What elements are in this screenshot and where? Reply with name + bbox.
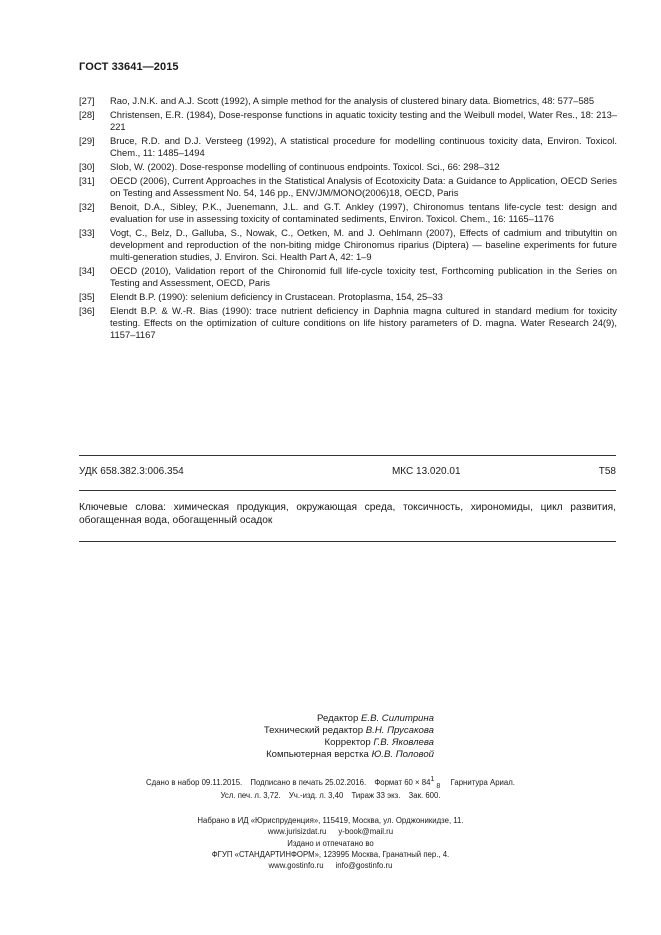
reference-number: [28]: [79, 109, 95, 120]
reference-list: [79, 95, 617, 343]
staff-role: Корректор: [324, 737, 371, 748]
reference-number: [29]: [79, 135, 95, 146]
divider-bottom: [79, 541, 616, 542]
reference-item: [79, 227, 617, 263]
typeset-website: www.jurisizdat.ru: [267, 827, 327, 837]
reference-number: [32]: [79, 201, 95, 212]
staff-line: [200, 737, 434, 749]
staff-line: [200, 749, 434, 761]
reference-item: [79, 135, 617, 159]
staff-name: Ю.В. Половой: [371, 749, 434, 760]
order-number: Зак. 600.: [408, 791, 441, 800]
staff-role: Компьютерная верстка: [266, 749, 369, 760]
reference-number: [27]: [79, 95, 95, 106]
reference-text: Benoit, D.A., Sibley, P.K., Juenemann, J.L. and G.T. Ankley (1997), Chironomus tentans life-cycle test: design and evaluation for use in assessing toxicity of contaminated sediments, Environ. Toxicol. Chem., 16: 1165–1176: [110, 201, 617, 224]
publisher-org: ФГУП «СТАНДАРТИНФОРМ», 123995 Москва, Гранатный пер., 4.: [211, 849, 450, 859]
divider-middle: [79, 490, 616, 491]
reference-text: Elendt B.P. (1990): selenium deficiency in Crustacean. Protoplasma, 154, 25–33: [110, 291, 443, 302]
publisher-sheets: Уч.-изд. л. 3,40: [288, 791, 344, 800]
reference-item: [79, 305, 617, 341]
publisher-website: www.gostinfo.ru: [268, 861, 324, 871]
print-sheets: Усл. печ. л. 3,72.: [220, 791, 281, 800]
typeset-contacts: [60, 826, 601, 837]
reference-text: Bruce, R.D. and D.J. Versteeg (1992), A statistical procedure for modelling continuous toxicity data, Environ. Toxicol. Chem., 11: 1485–1494: [110, 135, 617, 158]
reference-item: [79, 161, 617, 173]
staff-name: Г.В. Яковлева: [373, 737, 434, 748]
imprint-line-2: [60, 789, 601, 802]
staff-credits: [200, 713, 434, 761]
reference-text: OECD (2006), Current Approaches in the Statistical Analysis of Ecotoxicity Data: a Guidance to Application, OECD Series on Testing and Assessment No. 54, 146 pp., ENV/JM/MONO(2006)18, OECD, Paris: [110, 175, 617, 198]
typeset-email: y-book@mail.ru: [338, 827, 394, 837]
keywords: Ключевые слова: химическая продукция, окружающая среда, токсичность, хирономиды, цикл развития, обогащенная вода, обогащенный осадок: [79, 502, 616, 526]
reference-text: Elendt B.P. & W.-R. Bias (1990): trace nutrient deficiency in Daphnia magna cultured in standard medium for toxicity testing. Effects on the optimization of culture conditions on life history parameters of D. magna. Water Research 24(9), 1157–1167: [110, 305, 617, 340]
publisher-contacts: [60, 860, 601, 871]
paper-format: Формат 60 × 84 1 8: [374, 778, 442, 787]
reference-text: Slob, W. (2002). Dose-response modelling of continuous endpoints. Toxicol. Sci., 66: 298–312: [110, 161, 500, 172]
print-imprint: [60, 776, 601, 802]
publisher-email: info@gostinfo.ru: [335, 861, 393, 871]
reference-text: OECD (2010), Validation report of the Chironomid full life-cycle toxicity test, Forthcoming publication in the Series on Testing and Assessment, OECD, Paris: [110, 265, 617, 288]
reference-number: [35]: [79, 291, 95, 302]
print-run: Тираж 33 экз.: [351, 791, 401, 800]
reference-item: [79, 95, 617, 107]
divider-top: [79, 455, 616, 456]
staff-role: Технический редактор: [263, 725, 364, 736]
mks-code: МКС 13.020.01: [391, 466, 461, 477]
reference-item: [79, 175, 617, 199]
typeset-by: Набрано в ИД «Юриспруденция», 115419, Москва, ул. Орджоникидзе, 11.: [197, 816, 464, 825]
issued-by: Издано и отпечатано во: [287, 838, 374, 848]
reference-number: [31]: [79, 175, 95, 186]
typeface: Гарнитура Ариал.: [450, 778, 515, 787]
reference-number: [33]: [79, 227, 95, 238]
submitted-date: Сдано в набор 09.11.2015.: [146, 778, 243, 787]
classification-row: [79, 466, 616, 477]
reference-text: Rao, J.N.K. and A.J. Scott (1992), A simple method for the analysis of clustered binary data. Biometrics, 48: 577–585: [110, 95, 595, 106]
reference-number: [34]: [79, 265, 95, 276]
staff-role: Редактор: [317, 713, 359, 724]
imprint-line-1: [60, 776, 601, 789]
page-header-standard: ГОСТ 33641—2015: [79, 61, 179, 73]
reference-item: [79, 201, 617, 225]
reference-item: [79, 291, 617, 303]
staff-line: [200, 725, 434, 737]
udk-code: УДК 658.382.3:006.354: [79, 466, 184, 477]
staff-name: Е.В. Силитрина: [361, 713, 434, 724]
signed-date: Подписано в печать 25.02.2016.: [250, 778, 367, 787]
reference-item: [79, 265, 617, 289]
staff-line: [200, 713, 434, 725]
reference-item: [79, 109, 617, 133]
reference-text: Vogt, C., Belz, D., Galluba, S., Nowak, C., Oetken, M. and J. Oehlmann (2007), Effects of cadmium and tributyltin on development and reproduction of the non-biting midge Chironomus riparius (Diptera) — baseline experiments for future multi-generation studies, J. Environ. Sci. Health Part A, 42: 1–9: [110, 227, 617, 262]
reference-number: [36]: [79, 305, 95, 316]
reference-text: Christensen, E.R. (1984), Dose-response functions in aquatic toxicity testing and the Weibull model, Water Res., 18: 213–221: [110, 109, 617, 132]
classifier-code: Т58: [598, 466, 616, 477]
reference-number: [30]: [79, 161, 95, 172]
format-fraction: 1 8: [430, 776, 441, 790]
publisher-info: [60, 815, 601, 871]
staff-name: В.Н. Прусакова: [365, 725, 434, 736]
